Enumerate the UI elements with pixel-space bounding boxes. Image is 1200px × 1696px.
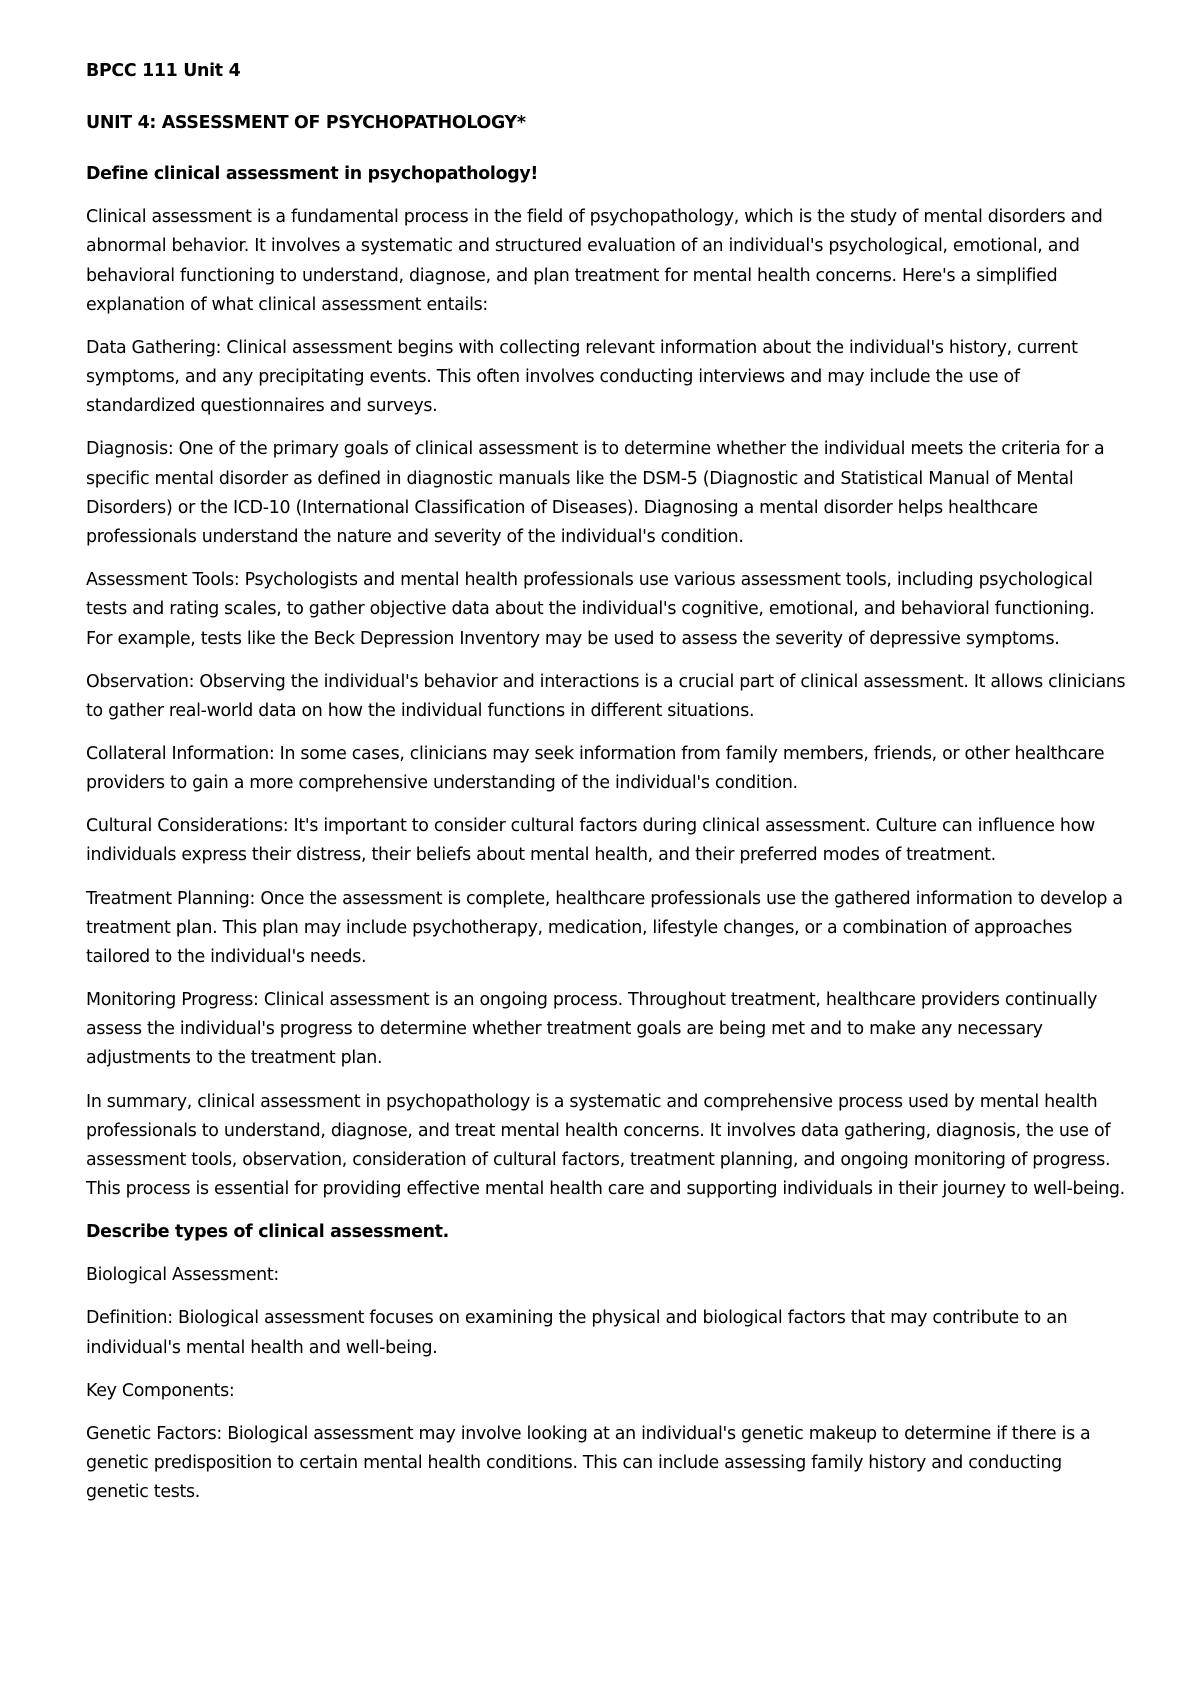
course-header: BPCC 111 Unit 4 xyxy=(86,61,241,81)
paragraph-definition: Definition: Biological assessment focuses on examining the physical and biological factors that may contribute to an individual's mental health and well-being. xyxy=(86,1308,1068,1358)
paragraph-assessment-tools: Assessment Tools: Psychologists and mental health professionals use various assessment tools, including psychological tests and rating scales, to gather objective data about the individual's cognitive, emotional, and behavioral functioning. For example, tests like the Beck Depression Inventory may be used to assess the severity of depressive symptoms. xyxy=(86,570,1095,649)
paragraph-biological-assessment: Biological Assessment: xyxy=(86,1265,279,1286)
paragraph-diagnosis: Diagnosis: One of the primary goals of clinical assessment is to determine whether the individual meets the criteria for a specific mental disorder as defined in diagnostic manuals like the DSM-5 (Diagnostic and Statistical Manual of Mental Disorders) or the ICD-10 (International Classification of Diseases). Diagnosing a mental disorder helps healthcare professionals understand the nature and severity of the individual's condition. xyxy=(86,439,1105,548)
paragraph-intro: Clinical assessment is a fundamental process in the field of psychopathology, which is the study of mental disorders and abnormal behavior. It involves a systematic and structured evaluation of an individual's psychological, emotional, and behavioral functioning to understand, diagnose, and plan treatment for mental health concerns. Here's a simplified explanation of what clinical assessment entails: xyxy=(86,207,1103,315)
unit-title: UNIT 4: ASSESSMENT OF PSYCHOPATHOLOGY* xyxy=(86,112,526,133)
paragraph-summary: In summary, clinical assessment in psychopathology is a systematic and comprehensive process used by mental health professionals to understand, diagnose, and treat mental health concerns. It involves data gathering, diagnosis, the use of assessment tools, observation, consideration of cultural factors, treatment planning, and ongoing monitoring of progress. This process is essential for providing effective mental health care and supporting individuals in their journey to well-being. xyxy=(86,1091,1125,1200)
paragraph-collateral-information: Collateral Information: In some cases, clinicians may seek information from family members, friends, or other healthcare providers to gain a more comprehensive understanding of the individual's condition. xyxy=(86,743,1105,794)
paragraph-observation: Observation: Observing the individual's behavior and interactions is a crucial part of clinical assessment. It allows clinicians to gather real-world data on how the individual functions in different situations. xyxy=(86,671,1126,721)
paragraph-monitoring-progress: Monitoring Progress: Clinical assessment is an ongoing process. Throughout treatment, healthcare providers continually assess the individual's progress to determine whether treatment goals are being met and to make any necessary adjustments to the treatment plan. xyxy=(86,990,1098,1069)
paragraph-genetic-factors: Genetic Factors: Biological assessment may involve looking at an individual's genetic makeup to determine if there is a genetic predisposition to certain mental health conditions. This can include assessing family history and conducting genetic tests. xyxy=(86,1423,1091,1503)
paragraph-cultural-considerations: Cultural Considerations: It's important to consider cultural factors during clinical assessment. Culture can influence how individuals express their distress, their beliefs about mental health, and their preferred modes of treatment. xyxy=(86,816,1095,866)
paragraph-data-gathering: Data Gathering: Clinical assessment begins with collecting relevant information about the individual's history, current symptoms, and any precipitating events. This often involves conducting interviews and may include the use of standardized questionnaires and surveys. xyxy=(86,337,1078,417)
paragraph-key-components: Key Components: xyxy=(86,1380,235,1401)
question-heading: Describe types of clinical assessment. xyxy=(86,1222,449,1243)
document-body xyxy=(86,57,1126,1507)
paragraph-treatment-planning: Treatment Planning: Once the assessment is complete, healthcare professionals use the gathered information to develop a treatment plan. This plan may include psychotherapy, medication, lifestyle changes, or a combination of approaches tailored to the individual's needs. xyxy=(86,888,1123,967)
question-heading: Define clinical assessment in psychopathology! xyxy=(86,164,539,185)
